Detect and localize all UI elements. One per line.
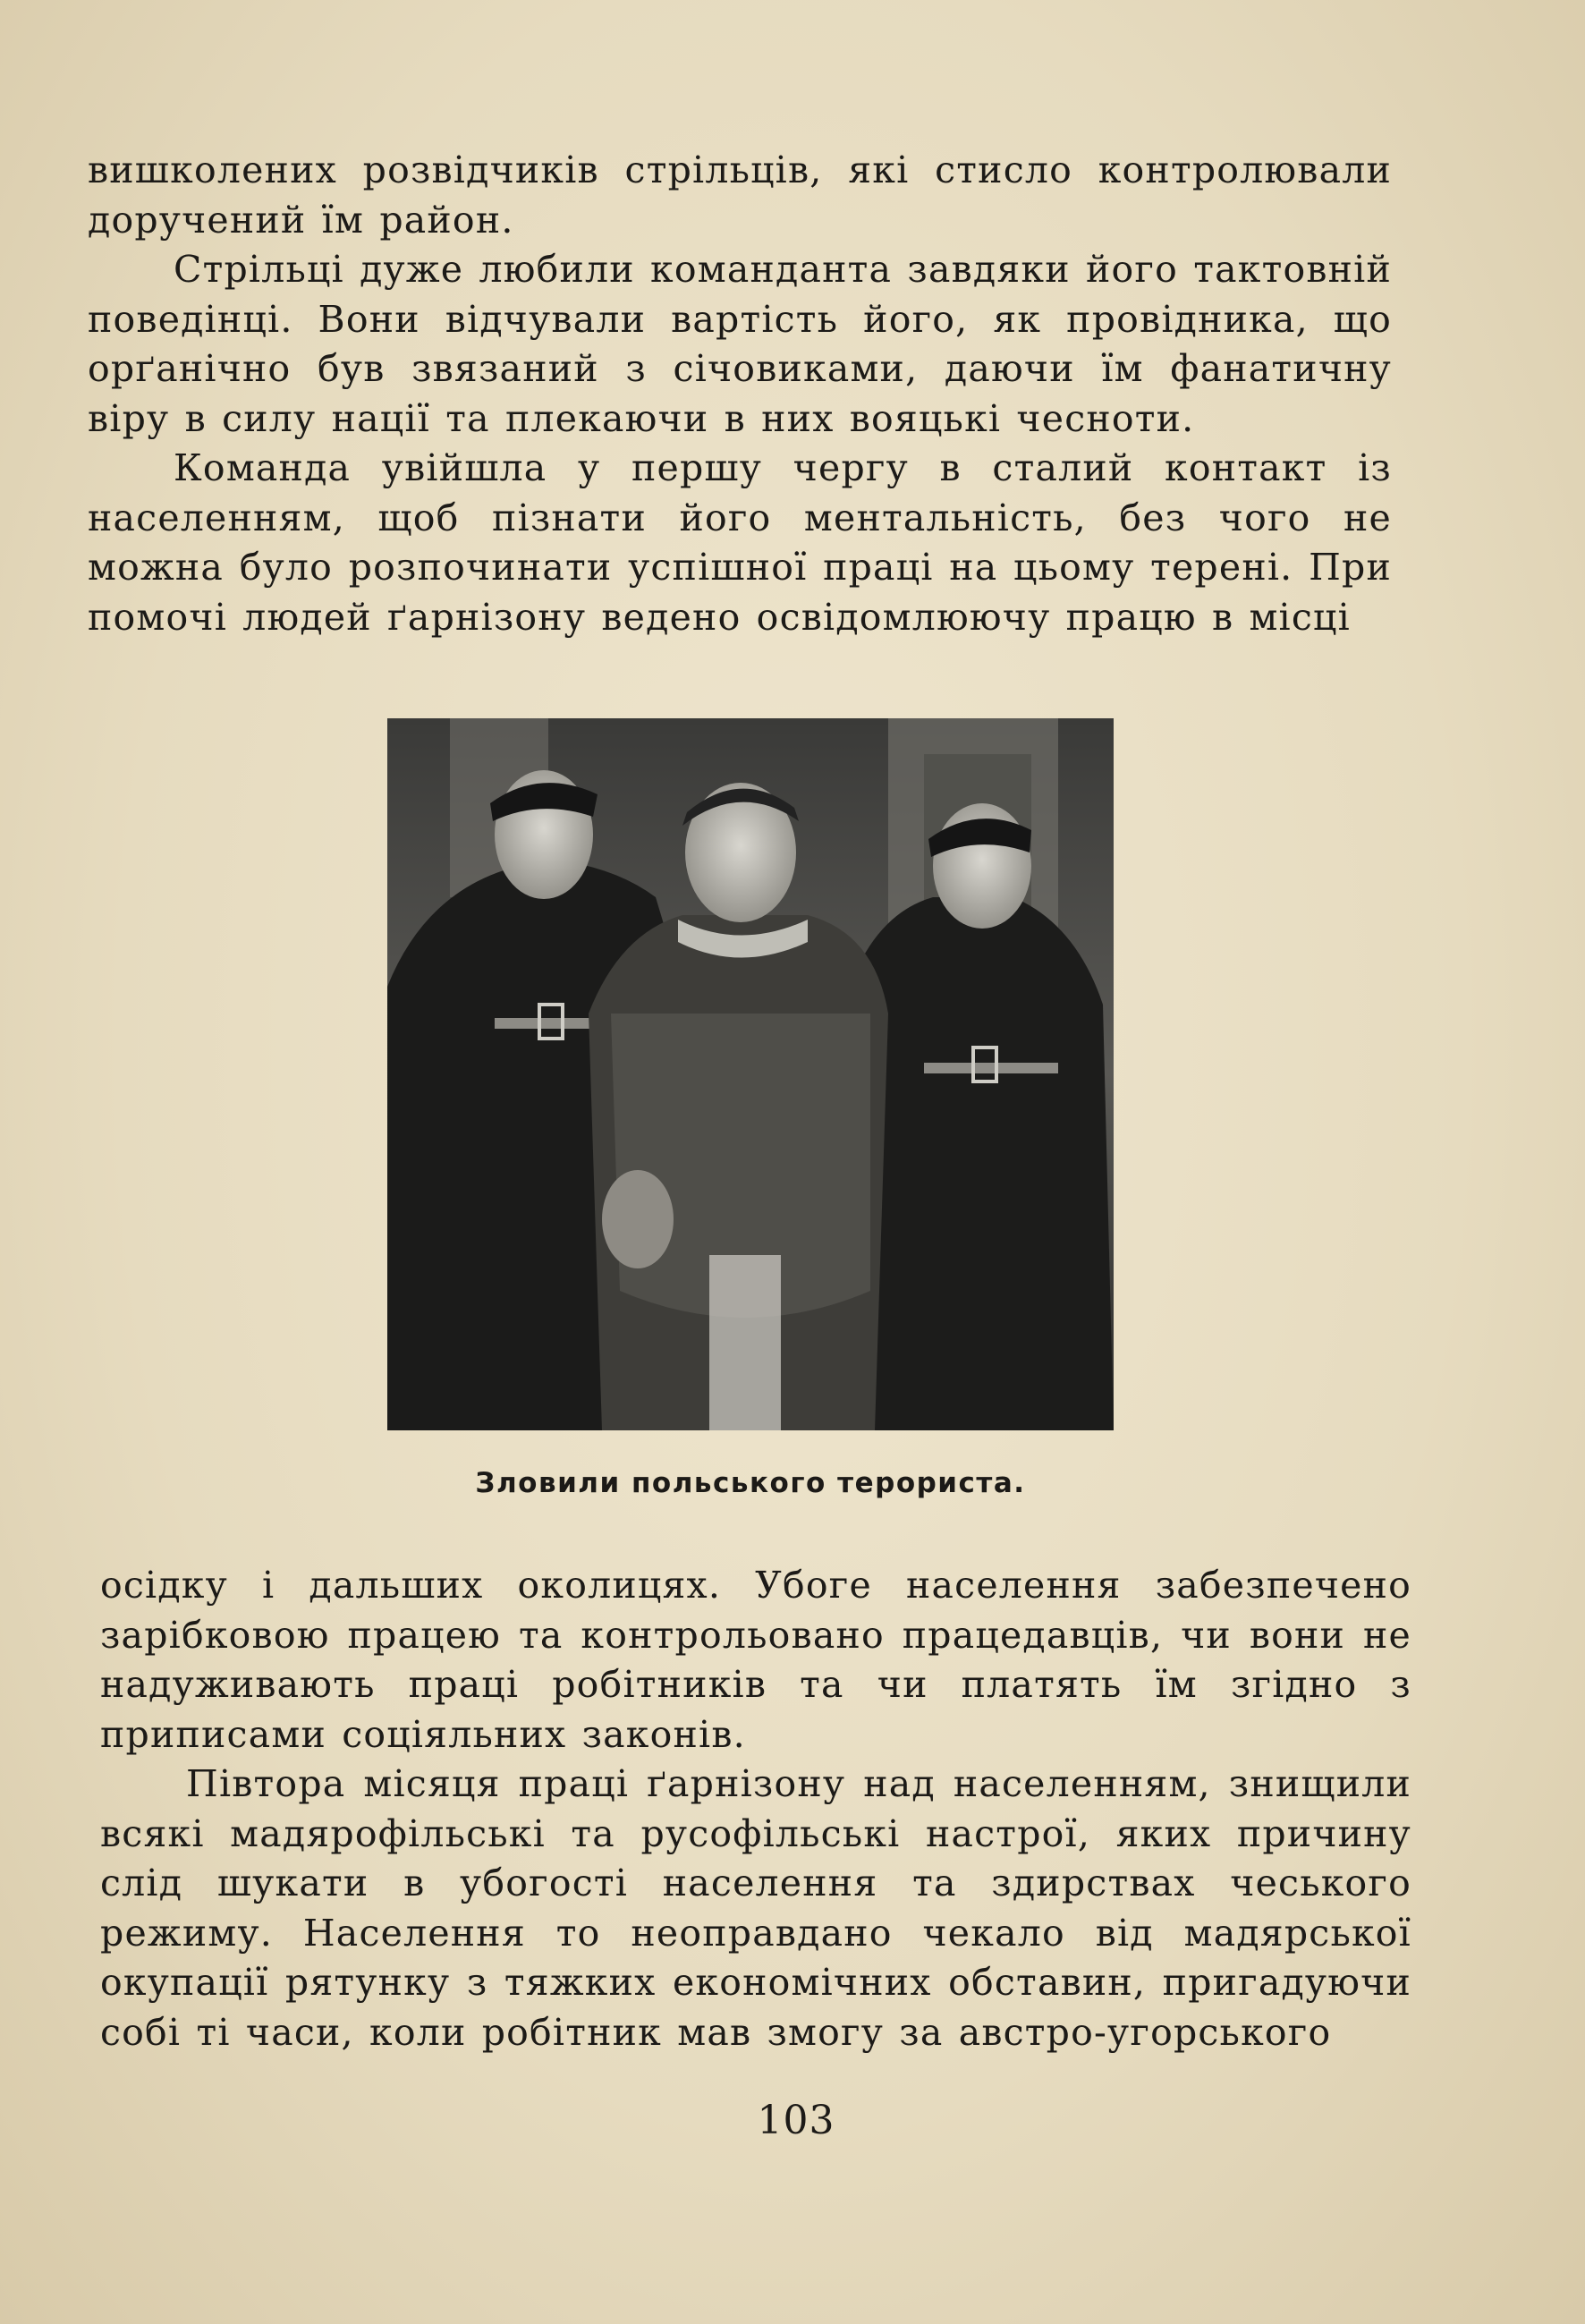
text-block-top <box>88 146 1392 642</box>
page-number: 103 <box>757 2098 835 2143</box>
paragraph: вишколених розвідчиків стрільців, які стисло контролювали доручений їм район. <box>88 148 1392 242</box>
photograph-three-men <box>387 718 1114 1430</box>
paragraph: Команда увійшла у першу чергу в сталий контакт із населенням, щоб пізнати його ментальність, без чого не можна було розпочинати успішної праці на цьому терені. При помочі людей ґарнізону ведено освідомлюючу працю в місці <box>88 446 1392 639</box>
photo-caption: Зловили польського терориста. <box>475 1467 1026 1499</box>
paragraph: Стрільці дуже любили команданта завдяки його тактовній поведінці. Вони відчували вартість його, як провідника, що орґанічно був звязаний з січовиками, даючи їм фанатичну віру в силу нації та плекаючи в них вояцькі чесноти. <box>88 248 1392 440</box>
photo-image <box>387 718 1114 1430</box>
text-block-bottom <box>100 1561 1411 2057</box>
paragraph: Півтора місяця праці ґарнізону над населенням, знищили всякі мадярофільські та русофільські настрої, яких причину слід шукати в убогості населення та здирствах чеського режиму. Населення то неоправдано чекало від мадярської окупації рятунку з тяжких економічних обставин, пригадуючи собі ті часи, коли робітник мав змогу за австро-угорського <box>100 1762 1411 2054</box>
paragraph: осідку і дальших околицях. Убоге населення забезпечено зарібковою працею та контрольовано працедавців, чи вони не надуживають праці робітників та чи платять їм згідно з приписами соціяльних законів. <box>100 1564 1411 1756</box>
